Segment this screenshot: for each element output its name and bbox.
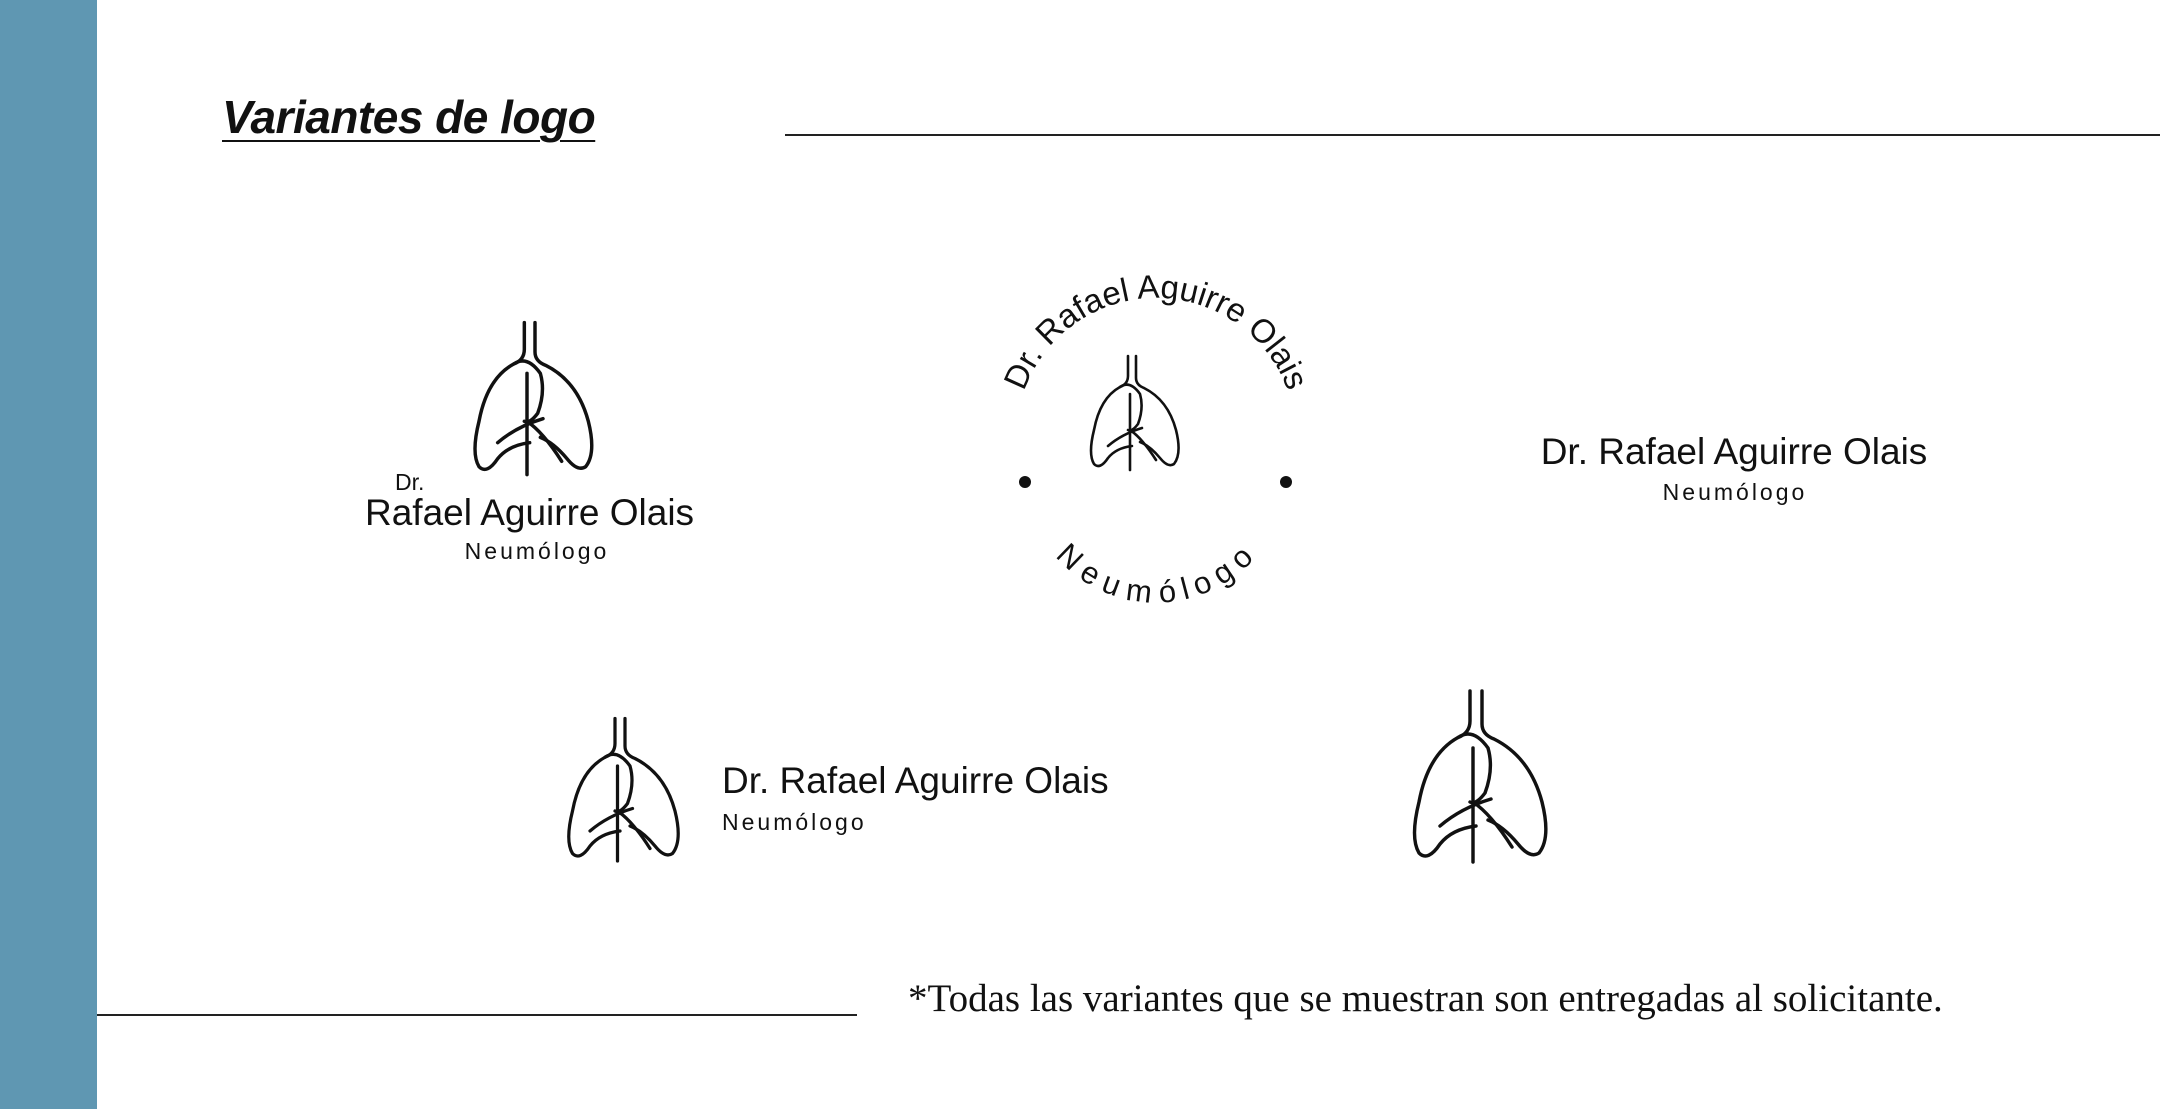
logo-specialty: Neumólogo: [464, 538, 610, 564]
lungs-icon: [467, 320, 603, 480]
left-accent-bar: [0, 0, 97, 1109]
footnote-divider-line: [97, 1014, 857, 1016]
svg-text:Neumólogo: [1050, 536, 1263, 610]
page-title: Variantes de logo: [222, 91, 596, 143]
seal-dot-left: [1019, 476, 1031, 488]
logo-full-name: Dr. Rafael Aguirre Olais: [1540, 431, 1928, 472]
seal-logo: [966, 267, 1346, 611]
lungs-icon: [1091, 356, 1179, 470]
seal-dot-right: [1280, 476, 1292, 488]
lungs-icon: [1402, 688, 1562, 868]
footnote-text: *Todas las variantes que se muestran son entregadas al solicitante.: [908, 977, 1943, 1020]
logo-prefix: Dr.: [395, 469, 425, 495]
logo-specialty: Neumólogo: [722, 809, 867, 835]
title-divider-line: [785, 134, 2160, 136]
svg-text:Dr. Rafael Aguirre Olais: [996, 268, 1316, 395]
logo-full-name: Dr. Rafael Aguirre Olais: [722, 760, 1109, 801]
seal-top-text: Dr. Rafael Aguirre Olais: [996, 267, 1316, 395]
lungs-icon: [560, 716, 690, 866]
logo-name: Rafael Aguirre Olais: [365, 492, 695, 533]
logo-specialty: Neumólogo: [1662, 479, 1808, 505]
seal-bottom-text: Neumólogo: [1049, 536, 1263, 611]
